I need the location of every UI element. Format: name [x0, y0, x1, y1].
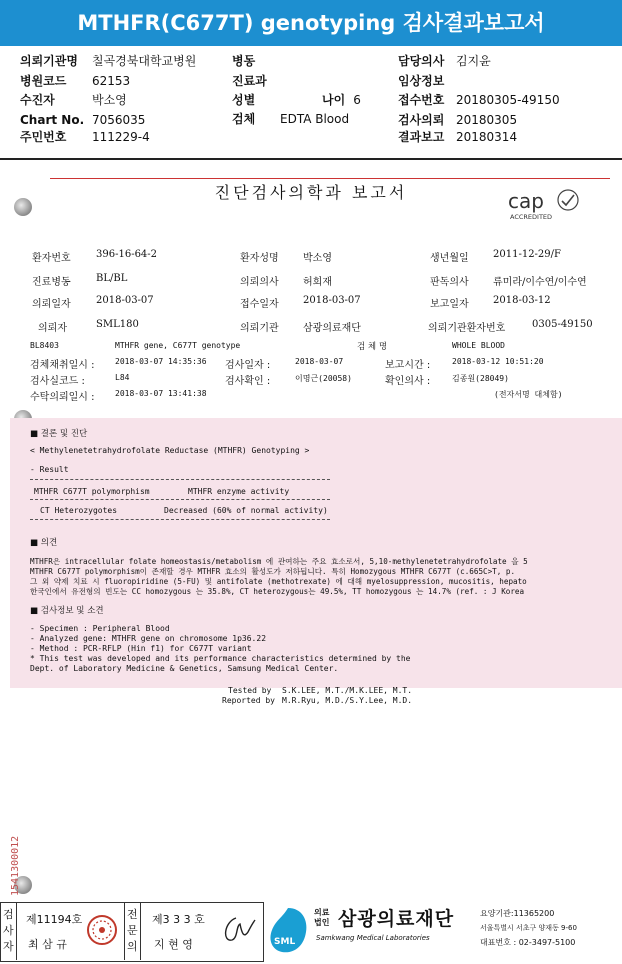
method-line: - Specimen : Peripheral Blood [30, 624, 170, 633]
org-name: 삼광의료재단 [338, 908, 455, 930]
tester-label-1: 검 [3, 908, 14, 921]
method-line: - Method : PCR-RFLP (Hin f1) for C677T variant [30, 644, 252, 653]
method-line: Dept. of Laboratory Medicine & Genetics, Samsung Medical Center. [30, 664, 339, 673]
test-name: MTHFR gene, C677T genotype [115, 341, 241, 350]
specialist-no: 제3 3 3 호 [152, 913, 205, 926]
divider [0, 158, 622, 160]
lab-code: L84 [115, 373, 130, 382]
report-date-label: 보고일자 [430, 299, 469, 310]
header-row: 성별 [232, 93, 256, 107]
doctor: 허희재 [303, 277, 332, 288]
report-time: 2018-03-12 10:51:20 [452, 357, 544, 366]
patient-no-label: 환자번호 [32, 253, 71, 264]
req-date-label: 의뢰일자 [32, 299, 71, 310]
result-col2-value: Decreased (60% of normal activity) [164, 506, 328, 515]
dashed-rule [30, 519, 330, 520]
side-code-text: 1541300012 [10, 835, 21, 896]
header-row: 검사의뢰 20180305 [398, 113, 518, 127]
sml-logo-icon [266, 906, 310, 956]
reported-by: M.R.Ryu, M.D./S.Y.Lee, M.D. [282, 696, 413, 705]
header-row: 결과보고 20180314 [398, 130, 518, 144]
verifier-label: 확인의사 : [385, 376, 431, 387]
reader-label: 판독의사 [430, 277, 469, 288]
receipt: 2018-03-07 13:41:38 [115, 389, 207, 398]
result-col2-header: MTHFR enzyme activity [188, 487, 290, 496]
report-time-label: 보고시간 : [385, 360, 431, 371]
dob: 2011-12-29/F [493, 249, 561, 260]
side-code [8, 796, 22, 900]
tester-name: 최 삼 규 [28, 938, 67, 951]
inst-patient-no-label: 의뢰기관환자번호 [428, 323, 506, 334]
dashed-rule [30, 499, 330, 500]
tester-no: 제11194호 [26, 913, 83, 926]
header-row: 의뢰기관명 칠곡경북대학교병원 [20, 54, 197, 68]
reported-by-label: Reported by [222, 696, 275, 705]
opinion-heading: ■ 의견 [30, 538, 58, 548]
receipt-label: 수탁의뢰일시 : [30, 392, 95, 403]
patient-name: 박소영 [303, 253, 332, 264]
header-row: 접수번호 20180305-49150 [398, 93, 560, 107]
header-row: 주민번호 111229-4 [20, 130, 150, 144]
inst-patient-no: 0305-49150 [532, 319, 593, 330]
signature-icon [218, 912, 258, 948]
dashed-rule [30, 479, 330, 480]
header-row: 검체 EDTA Blood [232, 112, 350, 126]
specialist-label-1: 전 [127, 908, 138, 921]
org-prefix: 의료 법인 [314, 908, 330, 927]
opinion-line: MTHFR은 intracellular folate homeostasis/metabolism 에 관여하는 주요 효소로서, 5,10-methylenetetrahydrofolate 을 5 [30, 557, 528, 566]
seal-stamp-icon [86, 914, 118, 946]
test-date: 2018-03-07 [295, 357, 344, 366]
verifier: 김종원(28049) [452, 374, 509, 383]
requester: SML180 [96, 319, 139, 330]
result-col1-value: CT Heterozygotes [40, 506, 118, 515]
divider [124, 902, 125, 960]
recv-date-label: 접수일자 [240, 299, 279, 310]
result-col1-header: MTHFR C677T polymorphism [34, 487, 150, 496]
cap-accredited-logo [504, 186, 594, 222]
cap-logo-text: cap [508, 189, 544, 213]
tested-by-label: Tested by [228, 686, 272, 695]
ward: BL/BL [96, 273, 128, 284]
org-phone: 대표번호 : 02-3497-5100 [480, 938, 576, 947]
result-heading: ■ 결론 및 진단 [30, 429, 88, 439]
tested-by: S.K.LEE, M.T./M.K.LEE, M.T. [282, 686, 413, 695]
header-row: Chart No. 7056035 [20, 113, 146, 127]
req-date: 2018-03-07 [96, 295, 154, 306]
sign-note: (전자서명 대체함) [494, 390, 563, 399]
patient-no: 396-16-64-2 [96, 249, 158, 260]
header-row: 진료과 [232, 74, 267, 88]
red-rule [50, 178, 610, 179]
specialist-label-2: 문 [127, 924, 138, 937]
reader: 류미라/이수연/이수연 [493, 277, 587, 288]
test-date-label: 검사일자 : [225, 360, 271, 371]
method-line: - Analyzed gene: MTHFR gene on chromosome 1p36.22 [30, 634, 267, 643]
opinion-line: MTHFR C677T polymorphism이 존재할 경우 MTHFR 효소의 활성도가 저하됩니다. 특히 Homozygous MTHFR C677T (c.665C>T, p. [30, 567, 516, 576]
header-row: 병원코드 62153 [20, 74, 131, 88]
doc-title: 진단검사의학과 보고서 [214, 183, 408, 202]
divider [140, 902, 141, 960]
tester-label-3: 자 [3, 940, 14, 953]
cap-logo-sub: ACCREDITED [510, 213, 553, 221]
patient-name-label: 환자성명 [240, 253, 279, 264]
specimen: WHOLE BLOOD [452, 341, 505, 350]
header-row: 임상정보 [398, 74, 445, 88]
header-row: 병동 [232, 54, 256, 68]
lab-code-label: 검사실코드 : [30, 376, 85, 387]
ward-label: 진료병동 [32, 277, 71, 288]
specialist-name: 지 현 영 [154, 938, 193, 951]
method-heading: ■ 검사정보 및 소견 [30, 606, 104, 616]
specimen-label: 검 체 명 [357, 342, 388, 352]
org-code: 요양기관:11365200 [480, 909, 555, 918]
test-title: < Methylenetetrahydrofolate Reductase (MTHFR) Genotyping > [30, 446, 310, 455]
footer [0, 902, 622, 964]
requester-label: 의뢰자 [38, 323, 67, 334]
method-line: * This test was developed and its performance characteristics determined by the [30, 654, 411, 663]
confirm-label: 검사확인 : [225, 376, 271, 387]
report-title: MTHFR(C677T) genotyping 검사결과보고서 [0, 0, 622, 46]
collect: 2018-03-07 14:35:36 [115, 357, 207, 366]
org-eng: Samkwang Medical Laboratories [316, 934, 430, 942]
org-address: 서울특별시 서초구 양재동 9-60 [480, 924, 577, 932]
doctor-label: 의뢰의사 [240, 277, 279, 288]
recv-date: 2018-03-07 [303, 295, 361, 306]
opinion-line: 한국인에서 유전형의 빈도는 CC homozygous 는 35.8%, CT heterozygous는 49.5%, TT homozygous 는 14.7% (ref. : J Korea [30, 587, 525, 596]
result-label: - Result [30, 465, 69, 474]
binder-hole [14, 198, 32, 216]
age-field: 나이 6 [322, 93, 361, 107]
tester-label-2: 사 [3, 924, 14, 937]
institution: 삼광의료재단 [303, 323, 361, 334]
divider [16, 902, 17, 960]
header-row: 담당의사 김지윤 [398, 54, 491, 68]
collect-label: 검체채취일시 : [30, 360, 95, 371]
sml-badge: SML [274, 937, 296, 947]
institution-label: 의뢰기관 [240, 323, 279, 334]
confirm: 이명근(20058) [295, 374, 352, 383]
dob-label: 생년월일 [430, 253, 469, 264]
opinion-line: 그 외 약제 치료 시 fluoropiridine (5-FU) 및 antifolate (methotrexate) 에 대해 myelosuppression, mucositis, hepato [30, 577, 527, 586]
report-date: 2018-03-12 [493, 295, 551, 306]
specialist-label-3: 의 [127, 940, 138, 953]
test-code: BL8403 [30, 341, 59, 350]
header-row: 수진자 박소영 [20, 93, 127, 107]
